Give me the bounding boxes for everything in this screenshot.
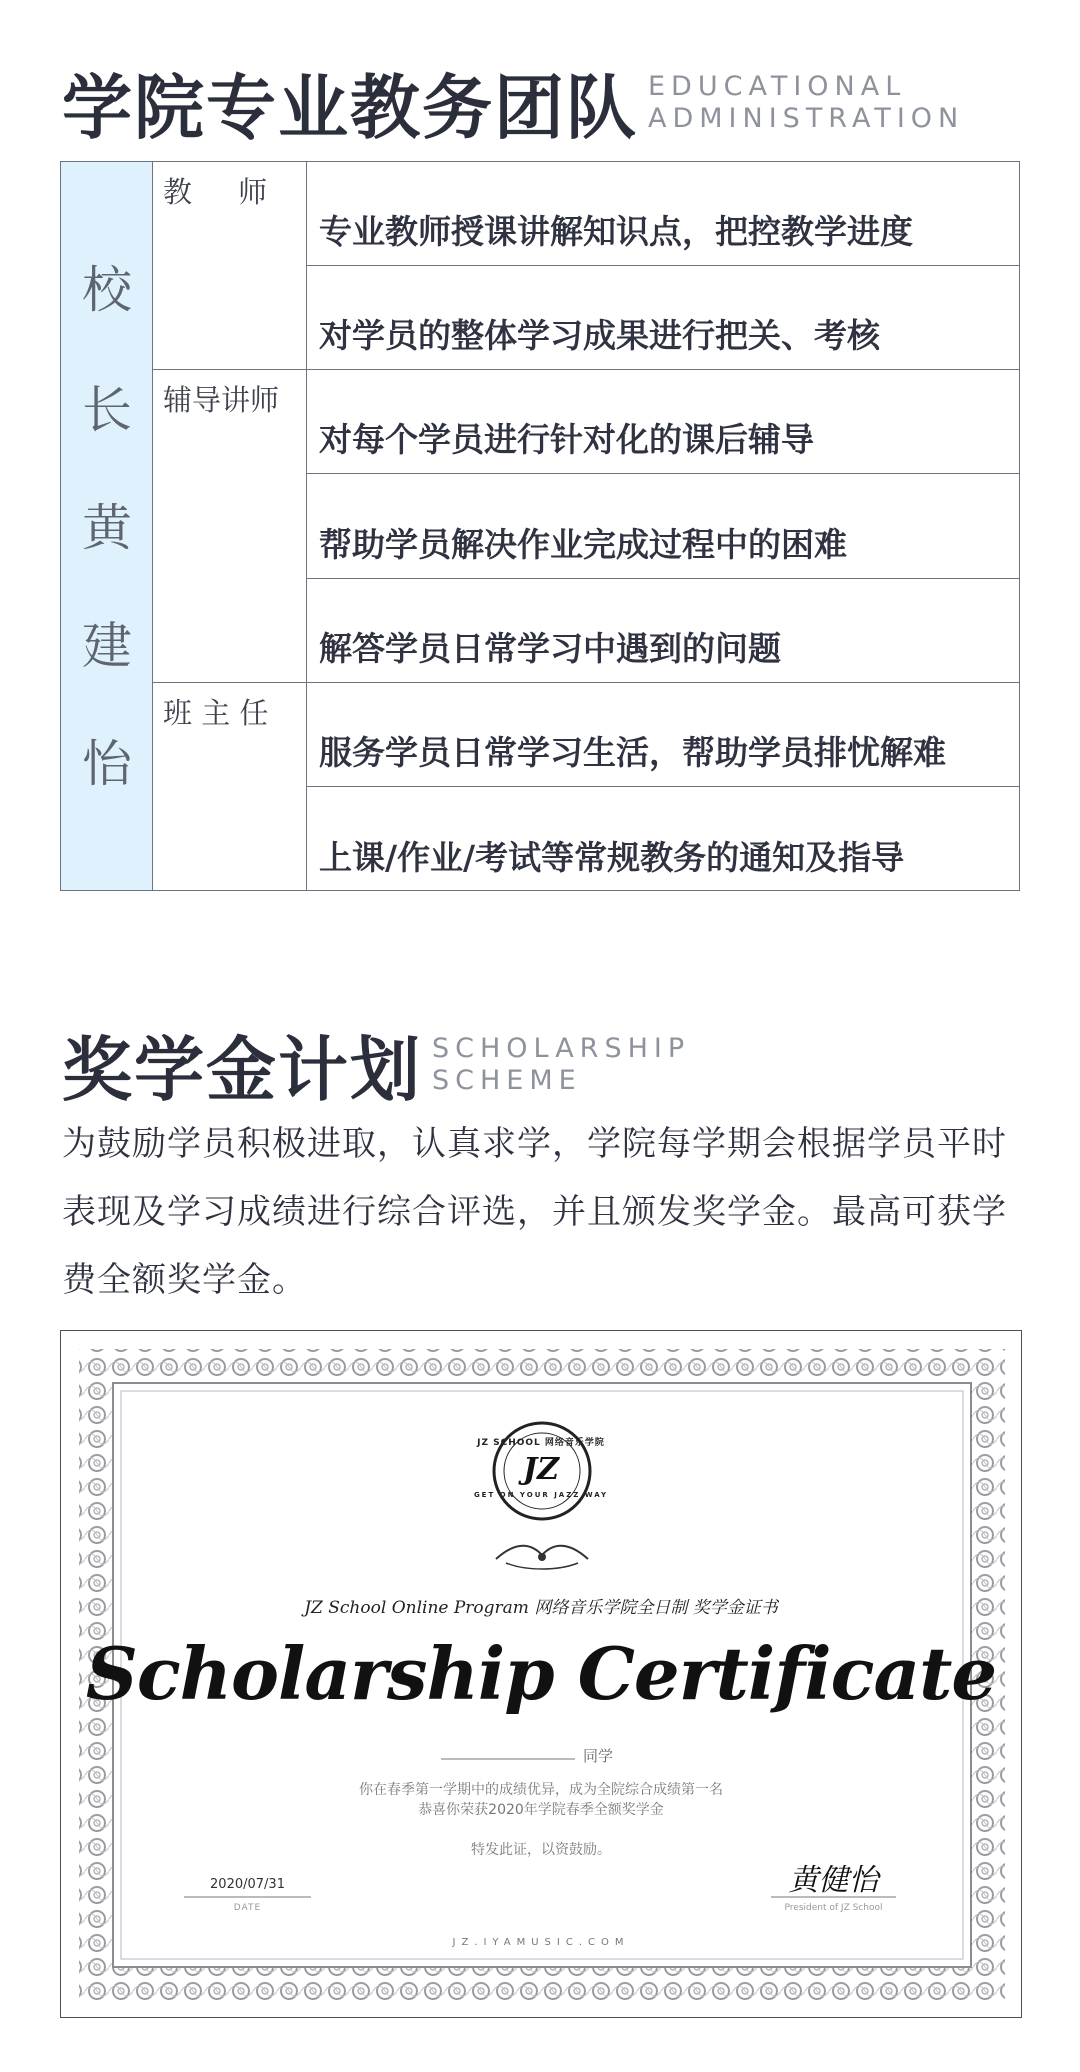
role-cell-tutor [153, 370, 307, 683]
certificate-line2: 恭喜你荣获2020年学院春季全额奖学金 [418, 1802, 664, 1818]
section-title-scholarship [62, 1014, 690, 1115]
certificate-subtitle: JZ School Online Program 网络音乐学院全日制 奖学金证书 [304, 1598, 778, 1618]
scholarship-title-en-line2: SCHEME [432, 1064, 582, 1096]
duty-row [307, 683, 1019, 787]
role-label-teacher: 教 师 [163, 175, 268, 209]
certificate-website: JZ.IYAMUSIC.COM [452, 1937, 630, 1948]
duty-text: 上课/作业/考试等常规教务的通知及指导 [319, 838, 905, 877]
team-table [60, 161, 1020, 891]
duty-text: 专业教师授课讲解知识点，把控教学进度 [319, 212, 913, 251]
role-cell-class-teacher [153, 683, 307, 891]
duty-text: 对每个学员进行针对化的课后辅导 [319, 420, 814, 459]
scholarship-title-en-line1: SCHOLARSHIP [432, 1033, 691, 1065]
team-title-en-line1: EDUCATIONAL [648, 71, 907, 103]
duty-row [307, 579, 1019, 683]
team-title-cn: 学院专业教务团队 [62, 67, 638, 149]
seal-bottom-text: GET ON YOUR JAZZ WAY [473, 1491, 609, 1499]
role-label-tutor: 辅导讲师 [163, 383, 280, 417]
scholarship-title-cn: 奖学金计划 [62, 1029, 422, 1111]
duty-row [307, 266, 1019, 370]
role-label-class-teacher: 班 主 任 [163, 696, 269, 730]
duty-row [307, 474, 1019, 579]
duty-text: 解答学员日常学习中遇到的问题 [319, 629, 781, 668]
principal-char: 怡 [82, 735, 132, 793]
principal-column [61, 162, 153, 890]
seal-top-text: JZ SCHOOL 网络音乐学院 [477, 1438, 605, 1448]
certificate-line3: 特发此证，以资鼓励。 [471, 1842, 611, 1858]
president-signature: 黄健怡 [788, 1863, 879, 1898]
duty-row [307, 787, 1019, 891]
duty-row [307, 162, 1019, 266]
role-cell-teacher [153, 162, 307, 370]
duty-text: 服务学员日常学习生活，帮助学员排忧解难 [319, 733, 946, 772]
certificate-line1: 你在春季第一学期中的成绩优异，成为全院综合成绩第一名 [359, 1782, 723, 1798]
certificate-date-label: DATE [233, 1903, 262, 1913]
scholarship-paragraph: 为鼓励学员积极进取，认真求学，学院每学期会根据学员平时表现及学习成绩进行综合评选，并且颁发奖学金。最高可获学费全额奖学金。 [62, 1124, 1007, 1300]
seal [61, 1431, 1021, 1499]
scholarship-certificate [60, 1330, 1022, 2018]
president-label: President of JZ School [784, 1903, 883, 1913]
scholarship-title-en [432, 1033, 690, 1095]
principal-char: 建 [82, 617, 132, 675]
principal-char: 黄 [82, 499, 132, 557]
principal-char: 长 [82, 381, 132, 439]
duty-row [307, 370, 1019, 474]
certificate-date: 2020/07/31 [210, 1877, 285, 1892]
principal-char: 校 [82, 261, 132, 319]
team-title-en [648, 71, 964, 133]
duty-text: 帮助学员解决作业完成过程中的困难 [319, 525, 847, 564]
student-suffix: 同学 [583, 1747, 614, 1765]
section-title-team [62, 52, 964, 153]
certificate-title: Scholarship Certificate [85, 1631, 997, 1716]
seal-logo: JZ [522, 1452, 560, 1487]
team-title-en-line2: ADMINISTRATION [648, 102, 965, 134]
duty-text: 对学员的整体学习成果进行把关、考核 [319, 316, 880, 355]
